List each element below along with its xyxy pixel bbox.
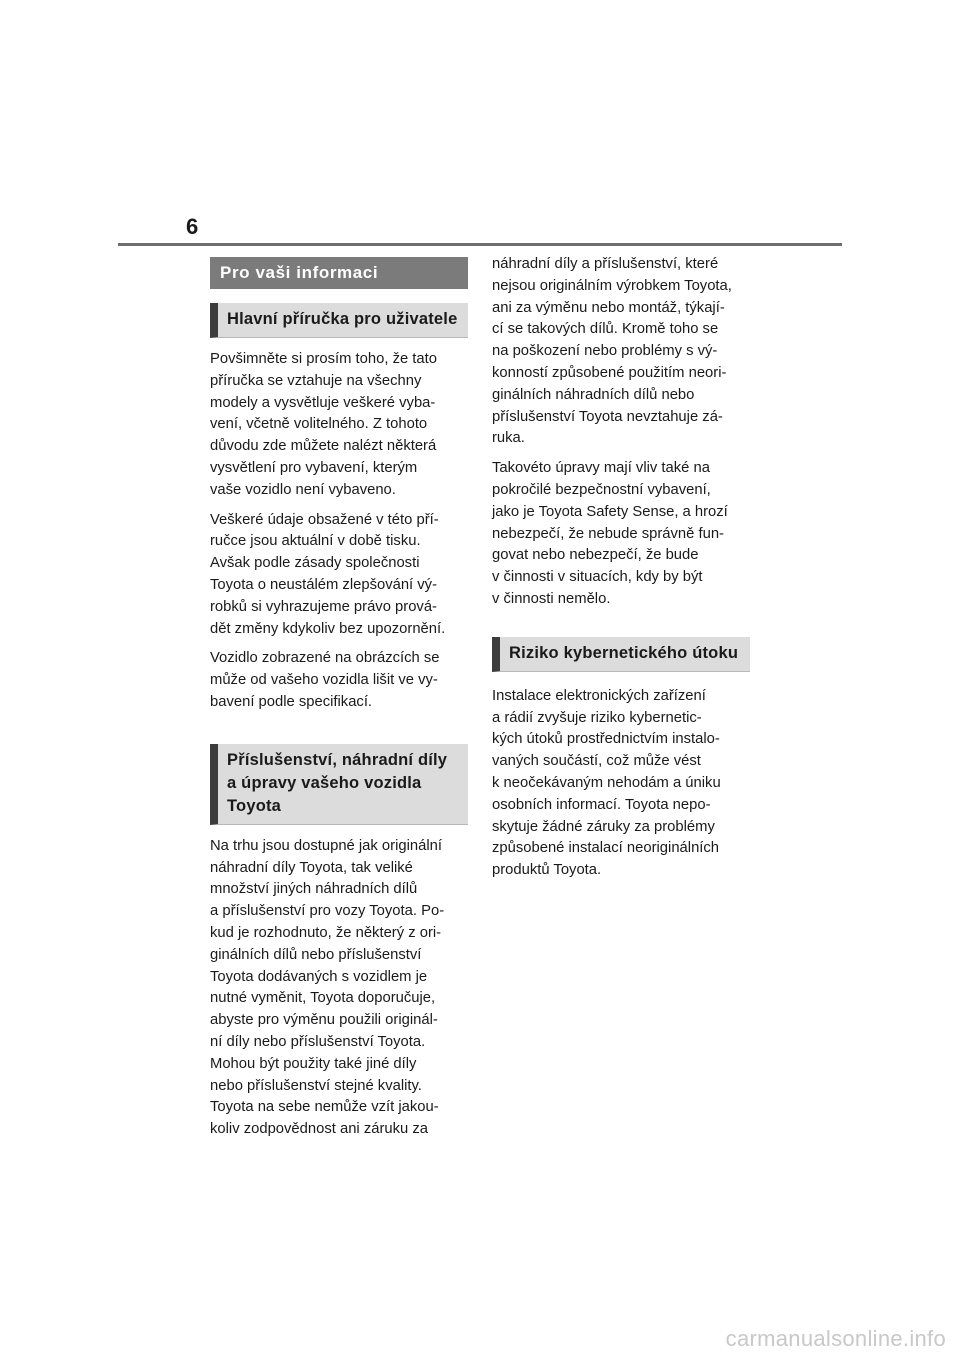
section-title: Pro vaši informaci bbox=[210, 257, 468, 289]
right-column bbox=[492, 254, 750, 890]
heading-manual: Hlavní příručka pro uživatele bbox=[210, 303, 468, 338]
heading-cyber: Riziko kybernetického útoku bbox=[492, 637, 750, 672]
accessories-paragraph-2: náhradní díly a příslušenství, které nejsou originálním výrobkem Toyota, ani za výměnu nebo montáž, týkají- cí se takových dílů. Kromě toho se na poškození nebo problémy s vý- konností způsobené použitím neori- ginálních náhradních dílů nebo příslušenství Toyota nevztahuje zá- ruka. bbox=[492, 256, 732, 447]
cyber-paragraph-1: Instalace elektronických zařízení a rádií zvyšuje riziko kybernetic- kých útoků prostřednictvím instalo- vaných součástí, což může vést k neočekávaným nehodám a úniku osobních informací. Toyota nepo- skytuje žádné záruky za problémy způsobené instalací neoriginálních produktů Toyota. bbox=[492, 687, 721, 879]
accessories-paragraph-3: Takovéto úpravy mají vliv také na pokročilé bezpečnostní vybavení, jako je Toyota Safety Sense, a hrozí nebezpečí, že nebude správně fun- govat nebo nebezpečí, že bude v činnosti v situacích, kdy by být v činnosti nemělo. bbox=[492, 460, 728, 607]
manual-paragraph-2: Veškeré údaje obsažené v této pří- ručce jsou aktuální v době tisku. Avšak podle zásady společnosti Toyota o neustálém zlepšování vý- robků si vyhrazujeme právo prová- dět změny kdykoliv bez upozornění. bbox=[210, 511, 446, 637]
heading-accessories: Příslušenství, náhradní díly a úpravy vašeho vozidla Toyota bbox=[210, 744, 468, 825]
header-rule bbox=[118, 243, 842, 246]
manual-paragraph-3: Vozidlo zobrazené na obrázcích se může od vašeho vozidla lišit ve vy- bavení podle specifikací. bbox=[210, 650, 440, 710]
watermark: carmanualsonline.info bbox=[725, 1326, 946, 1351]
left-column bbox=[210, 257, 468, 1149]
manual-paragraph-1: Povšimněte si prosím toho, že tato příručka se vztahuje na všechny modely a vysvětluje veškeré vyba- vení, včetně volitelného. Z tohoto důvodu zde můžete nalézt některá vysvětlení pro vybavení, kterým vaše vozidlo není vybaveno. bbox=[210, 351, 437, 498]
accessories-paragraph-1: Na trhu jsou dostupné jak originální náhradní díly Toyota, tak veliké množství jiných náhradních dílů a příslušenství pro vozy Toyota. Po- kud je rozhodnuto, že některý z ori- ginálních dílů nebo příslušenství Toyota dodávaných s vozidlem je nutné vyměnit, Toyota doporučuje, abyste pro výměnu použili originál- ní díly nebo příslušenství Toyota. Mohou být použity také jiné díly nebo příslušenství stejné kvality. Toyota na sebe nemůže vzít jakou- koliv zodpovědnost ani záruku za bbox=[210, 837, 445, 1138]
page-number: 6 bbox=[186, 214, 199, 239]
